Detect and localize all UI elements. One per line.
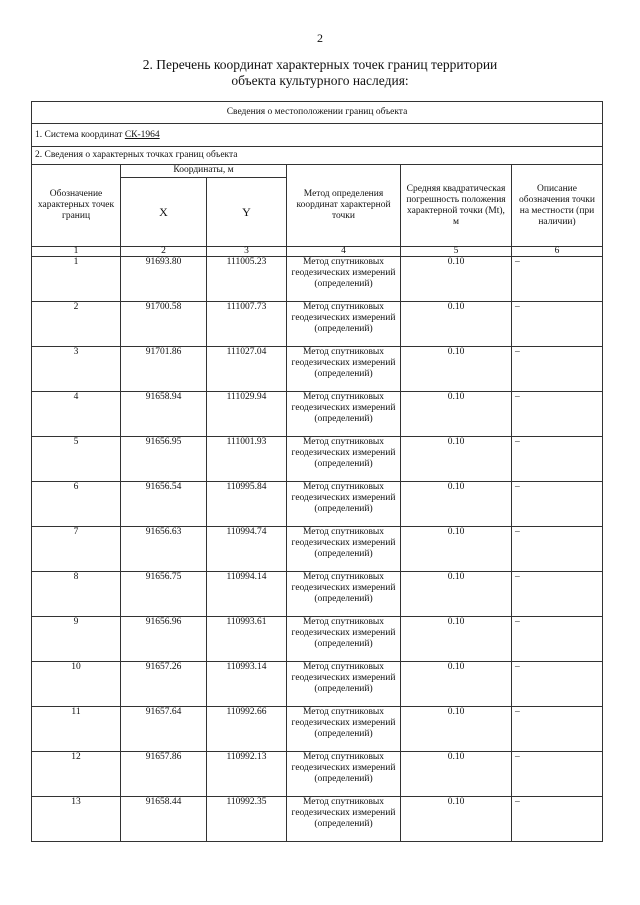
x-cell: 91658.94 xyxy=(121,392,207,437)
table-row xyxy=(32,752,603,797)
accuracy-cell: 0.10 xyxy=(401,257,512,302)
page-number: 2 xyxy=(317,31,323,45)
column-numbering-row xyxy=(32,247,603,257)
description-cell: – xyxy=(512,302,603,347)
col-designation-header: Обозначение характерных точек границ xyxy=(32,165,121,247)
table-row xyxy=(32,257,603,302)
table-row xyxy=(32,707,603,752)
method-cell: Метод спутниковых геодезических измерений (определений) xyxy=(287,572,401,617)
accuracy-cell: 0.10 xyxy=(401,437,512,482)
y-cell: 111007.73 xyxy=(207,302,287,347)
point-cell: 12 xyxy=(32,752,121,797)
coord-system-row xyxy=(32,124,603,147)
accuracy-cell: 0.10 xyxy=(401,752,512,797)
table-row xyxy=(32,797,603,842)
point-cell: 11 xyxy=(32,707,121,752)
coord-system-value: СК-1964 xyxy=(124,129,160,140)
method-cell: Метод спутниковых геодезических измерений (определений) xyxy=(287,662,401,707)
col-y-header: Y xyxy=(207,178,287,247)
y-cell: 110994.14 xyxy=(207,572,287,617)
y-cell: 110995.84 xyxy=(207,482,287,527)
description-cell: – xyxy=(512,392,603,437)
table-row xyxy=(32,572,603,617)
point-cell: 1 xyxy=(32,257,121,302)
method-cell: Метод спутниковых геодезических измерений (определений) xyxy=(287,797,401,842)
accuracy-cell: 0.10 xyxy=(401,347,512,392)
coord-system xyxy=(32,124,603,147)
col-number: 4 xyxy=(287,247,401,257)
method-cell: Метод спутниковых геодезических измерений (определений) xyxy=(287,482,401,527)
x-cell: 91701.86 xyxy=(121,347,207,392)
method-cell: Метод спутниковых геодезических измерений (определений) xyxy=(287,752,401,797)
x-cell: 91656.54 xyxy=(121,482,207,527)
section-header-row xyxy=(32,102,603,124)
col-description-header: Описание обозначения точки на местности (при наличии) xyxy=(512,165,603,247)
point-cell: 7 xyxy=(32,527,121,572)
y-cell: 110992.13 xyxy=(207,752,287,797)
accuracy-cell: 0.10 xyxy=(401,617,512,662)
table-row xyxy=(32,347,603,392)
table-row xyxy=(32,617,603,662)
description-cell: – xyxy=(512,662,603,707)
col-number: 2 xyxy=(121,247,207,257)
y-cell: 110993.61 xyxy=(207,617,287,662)
point-cell: 4 xyxy=(32,392,121,437)
table-row xyxy=(32,527,603,572)
method-cell: Метод спутниковых геодезических измерений (определений) xyxy=(287,527,401,572)
x-cell: 91657.64 xyxy=(121,707,207,752)
document-title xyxy=(0,57,640,89)
coordinates-table xyxy=(31,101,603,842)
table-row xyxy=(32,302,603,347)
x-cell: 91656.96 xyxy=(121,617,207,662)
y-cell: 111029.94 xyxy=(207,392,287,437)
point-cell: 5 xyxy=(32,437,121,482)
point-cell: 2 xyxy=(32,302,121,347)
y-cell: 110992.66 xyxy=(207,707,287,752)
title-line-1: 2. Перечень координат характерных точек границ территории xyxy=(142,57,498,72)
accuracy-cell: 0.10 xyxy=(401,707,512,752)
point-cell: 13 xyxy=(32,797,121,842)
col-number: 5 xyxy=(401,247,512,257)
y-cell: 110993.14 xyxy=(207,662,287,707)
description-cell: – xyxy=(512,572,603,617)
method-cell: Метод спутниковых геодезических измерений (определений) xyxy=(287,302,401,347)
y-cell: 111001.93 xyxy=(207,437,287,482)
description-cell: – xyxy=(512,797,603,842)
description-cell: – xyxy=(512,752,603,797)
description-cell: – xyxy=(512,482,603,527)
x-cell: 91657.86 xyxy=(121,752,207,797)
method-cell: Метод спутниковых геодезических измерений (определений) xyxy=(287,392,401,437)
x-cell: 91693.80 xyxy=(121,257,207,302)
description-cell: – xyxy=(512,257,603,302)
description-cell: – xyxy=(512,617,603,662)
method-cell: Метод спутниковых геодезических измерений (определений) xyxy=(287,707,401,752)
y-cell: 111005.23 xyxy=(207,257,287,302)
accuracy-cell: 0.10 xyxy=(401,302,512,347)
col-coordinates-header: Координаты, м xyxy=(121,165,287,178)
header-row-1 xyxy=(32,165,603,178)
table-row xyxy=(32,392,603,437)
y-cell: 110994.74 xyxy=(207,527,287,572)
title-line-2: объекта культурного наследия: xyxy=(231,73,409,88)
coord-system-label: 1. Система координат xyxy=(35,129,125,140)
col-number: 6 xyxy=(512,247,603,257)
method-cell: Метод спутниковых геодезических измерений (определений) xyxy=(287,257,401,302)
table-row xyxy=(32,437,603,482)
accuracy-cell: 0.10 xyxy=(401,392,512,437)
description-cell: – xyxy=(512,347,603,392)
section-header: Сведения о местоположении границ объекта xyxy=(32,102,603,124)
col-accuracy-header: Средняя квадратическая погрешность положения характерной точки (Mt), м xyxy=(401,165,512,247)
point-cell: 8 xyxy=(32,572,121,617)
description-cell: – xyxy=(512,437,603,482)
col-number: 1 xyxy=(32,247,121,257)
accuracy-cell: 0.10 xyxy=(401,572,512,617)
x-cell: 91657.26 xyxy=(121,662,207,707)
accuracy-cell: 0.10 xyxy=(401,797,512,842)
x-cell: 91700.58 xyxy=(121,302,207,347)
method-cell: Метод спутниковых геодезических измерений (определений) xyxy=(287,617,401,662)
x-cell: 91656.63 xyxy=(121,527,207,572)
y-cell: 111027.04 xyxy=(207,347,287,392)
col-x-header: X xyxy=(121,178,207,247)
x-cell: 91658.44 xyxy=(121,797,207,842)
x-cell: 91656.75 xyxy=(121,572,207,617)
col-number: 3 xyxy=(207,247,287,257)
point-cell: 10 xyxy=(32,662,121,707)
accuracy-cell: 0.10 xyxy=(401,527,512,572)
x-cell: 91656.95 xyxy=(121,437,207,482)
point-cell: 9 xyxy=(32,617,121,662)
point-cell: 6 xyxy=(32,482,121,527)
point-cell: 3 xyxy=(32,347,121,392)
accuracy-cell: 0.10 xyxy=(401,662,512,707)
method-cell: Метод спутниковых геодезических измерений (определений) xyxy=(287,347,401,392)
points-section: 2. Сведения о характерных точках границ объекта xyxy=(32,147,603,165)
y-cell: 110992.35 xyxy=(207,797,287,842)
table-row xyxy=(32,482,603,527)
description-cell: – xyxy=(512,707,603,752)
accuracy-cell: 0.10 xyxy=(401,482,512,527)
method-cell: Метод спутниковых геодезических измерений (определений) xyxy=(287,437,401,482)
col-method-header: Метод определения координат характерной точки xyxy=(287,165,401,247)
table-row xyxy=(32,662,603,707)
description-cell: – xyxy=(512,527,603,572)
points-section-row xyxy=(32,147,603,165)
